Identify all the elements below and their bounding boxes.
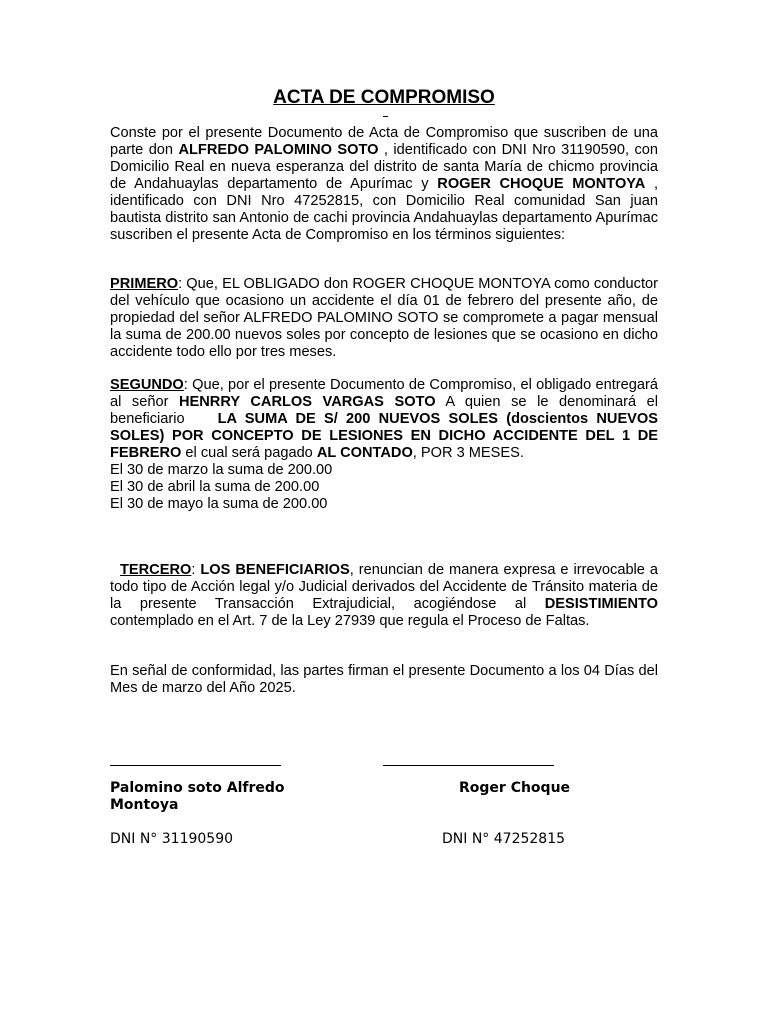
signer-right-name: Roger Choque: [459, 780, 571, 796]
closing-paragraph: [110, 663, 658, 697]
clause-primero-text: : Que, EL OBLIGADO don ROGER CHOQUE MONTOYA como conductor del vehículo que ocasiono un accidente el día 01 de febrero del presente año, de propiedad del señor ALFREDO PALOMINO SOTO se compromete a pagar mensual la suma de 200.00 nuevos soles por concepto de lesiones que se ocasiono en dicho accidente todo ello por tres meses.: [110, 276, 658, 360]
signature-line-right: [383, 765, 554, 766]
intro-paragraph: [110, 125, 658, 244]
signer-left-name-line2: Montoya: [110, 797, 179, 813]
clause-tercero: [110, 562, 658, 630]
clause-segundo-text-2: A quien se le denominará el beneficiario: [110, 394, 663, 427]
signature-line-left: [110, 765, 281, 766]
clause-segundo: [110, 377, 663, 513]
clause-primero: [110, 276, 658, 361]
intro-text-1: Conste por el presente Documento de Acta de Compromiso que suscriben de una parte don: [110, 125, 658, 158]
signer-right-dni: DNI N° 47252815: [442, 831, 566, 847]
signer-left-dni: DNI N° 31190590: [110, 831, 234, 847]
payment-schedule-3: El 30 de mayo la suma de 200.00: [110, 496, 328, 512]
party-one-name: ALFREDO PALOMINO SOTO: [178, 142, 379, 158]
clause-primero-label: PRIMERO: [110, 276, 179, 292]
document-title: ACTA DE COMPROMISO: [273, 87, 495, 108]
clause-tercero-text-1: :: [191, 562, 201, 578]
clause-segundo-label: SEGUNDO: [110, 377, 184, 393]
payment-mode: AL CONTADO: [316, 445, 413, 461]
intro-text-3: , identificado con DNI Nro 47252815, con Domicilio Real comunidad San juan bautista distrito san Antonio de cachi provincia Andahuaylas departamento Apurímac suscriben el presente Acta de Compromiso en los términos siguientes:: [110, 176, 659, 243]
desistimiento-label: DESISTIMIENTO: [544, 596, 658, 612]
stray-mark: [383, 116, 388, 117]
intro-text-2: , identificado con DNI Nro 31190590, con Domicilio Real en nueva esperanza del distrito de santa María de chicmo provincia de Andahuaylas departamento de Apurímac y: [110, 142, 658, 192]
signer-left-name-line1: Palomino soto Alfredo: [110, 780, 285, 796]
beneficiary-name: HENRRY CARLOS VARGAS SOTO: [179, 394, 436, 410]
payment-amount-text: LA SUMA DE S/ 200 NUEVOS SOLES (doscientos NUEVOS SOLES) POR CONCEPTO DE LESIONES EN DICHO ACCIDENTE DEL 1 DE FEBRERO: [110, 411, 658, 461]
clause-tercero-text-3: contemplado en el Art. 7 de la Ley 27939 que regula el Proceso de Faltas.: [110, 613, 590, 629]
closing-text: En señal de conformidad, las partes firman el presente Documento a los 04 Días del Mes de marzo del Año 2025.: [110, 663, 658, 696]
clause-segundo-text-4: , POR 3 MESES.: [412, 445, 524, 461]
clause-segundo-text-3: el cual será pagado: [181, 445, 317, 461]
clause-tercero-label: TERCERO: [119, 562, 192, 578]
party-two-name: ROGER CHOQUE MONTOYA: [437, 176, 646, 192]
beneficiaries-label: LOS BENEFICIARIOS: [200, 562, 350, 578]
payment-schedule-2: El 30 de abril la suma de 200.00: [110, 479, 320, 495]
payment-schedule-1: El 30 de marzo la suma de 200.00: [110, 462, 333, 478]
clause-segundo-text-1: : Que, por el presente Documento de Compromiso, el obligado entregará al señor: [110, 377, 658, 410]
clause-tercero-text-2: , renuncian de manera expresa e irrevocable a todo tipo de Acción legal y/o Judicial derivados del Accidente de Tránsito materia de la presente Transacción Extrajudicial, acogiéndose al: [110, 562, 659, 612]
